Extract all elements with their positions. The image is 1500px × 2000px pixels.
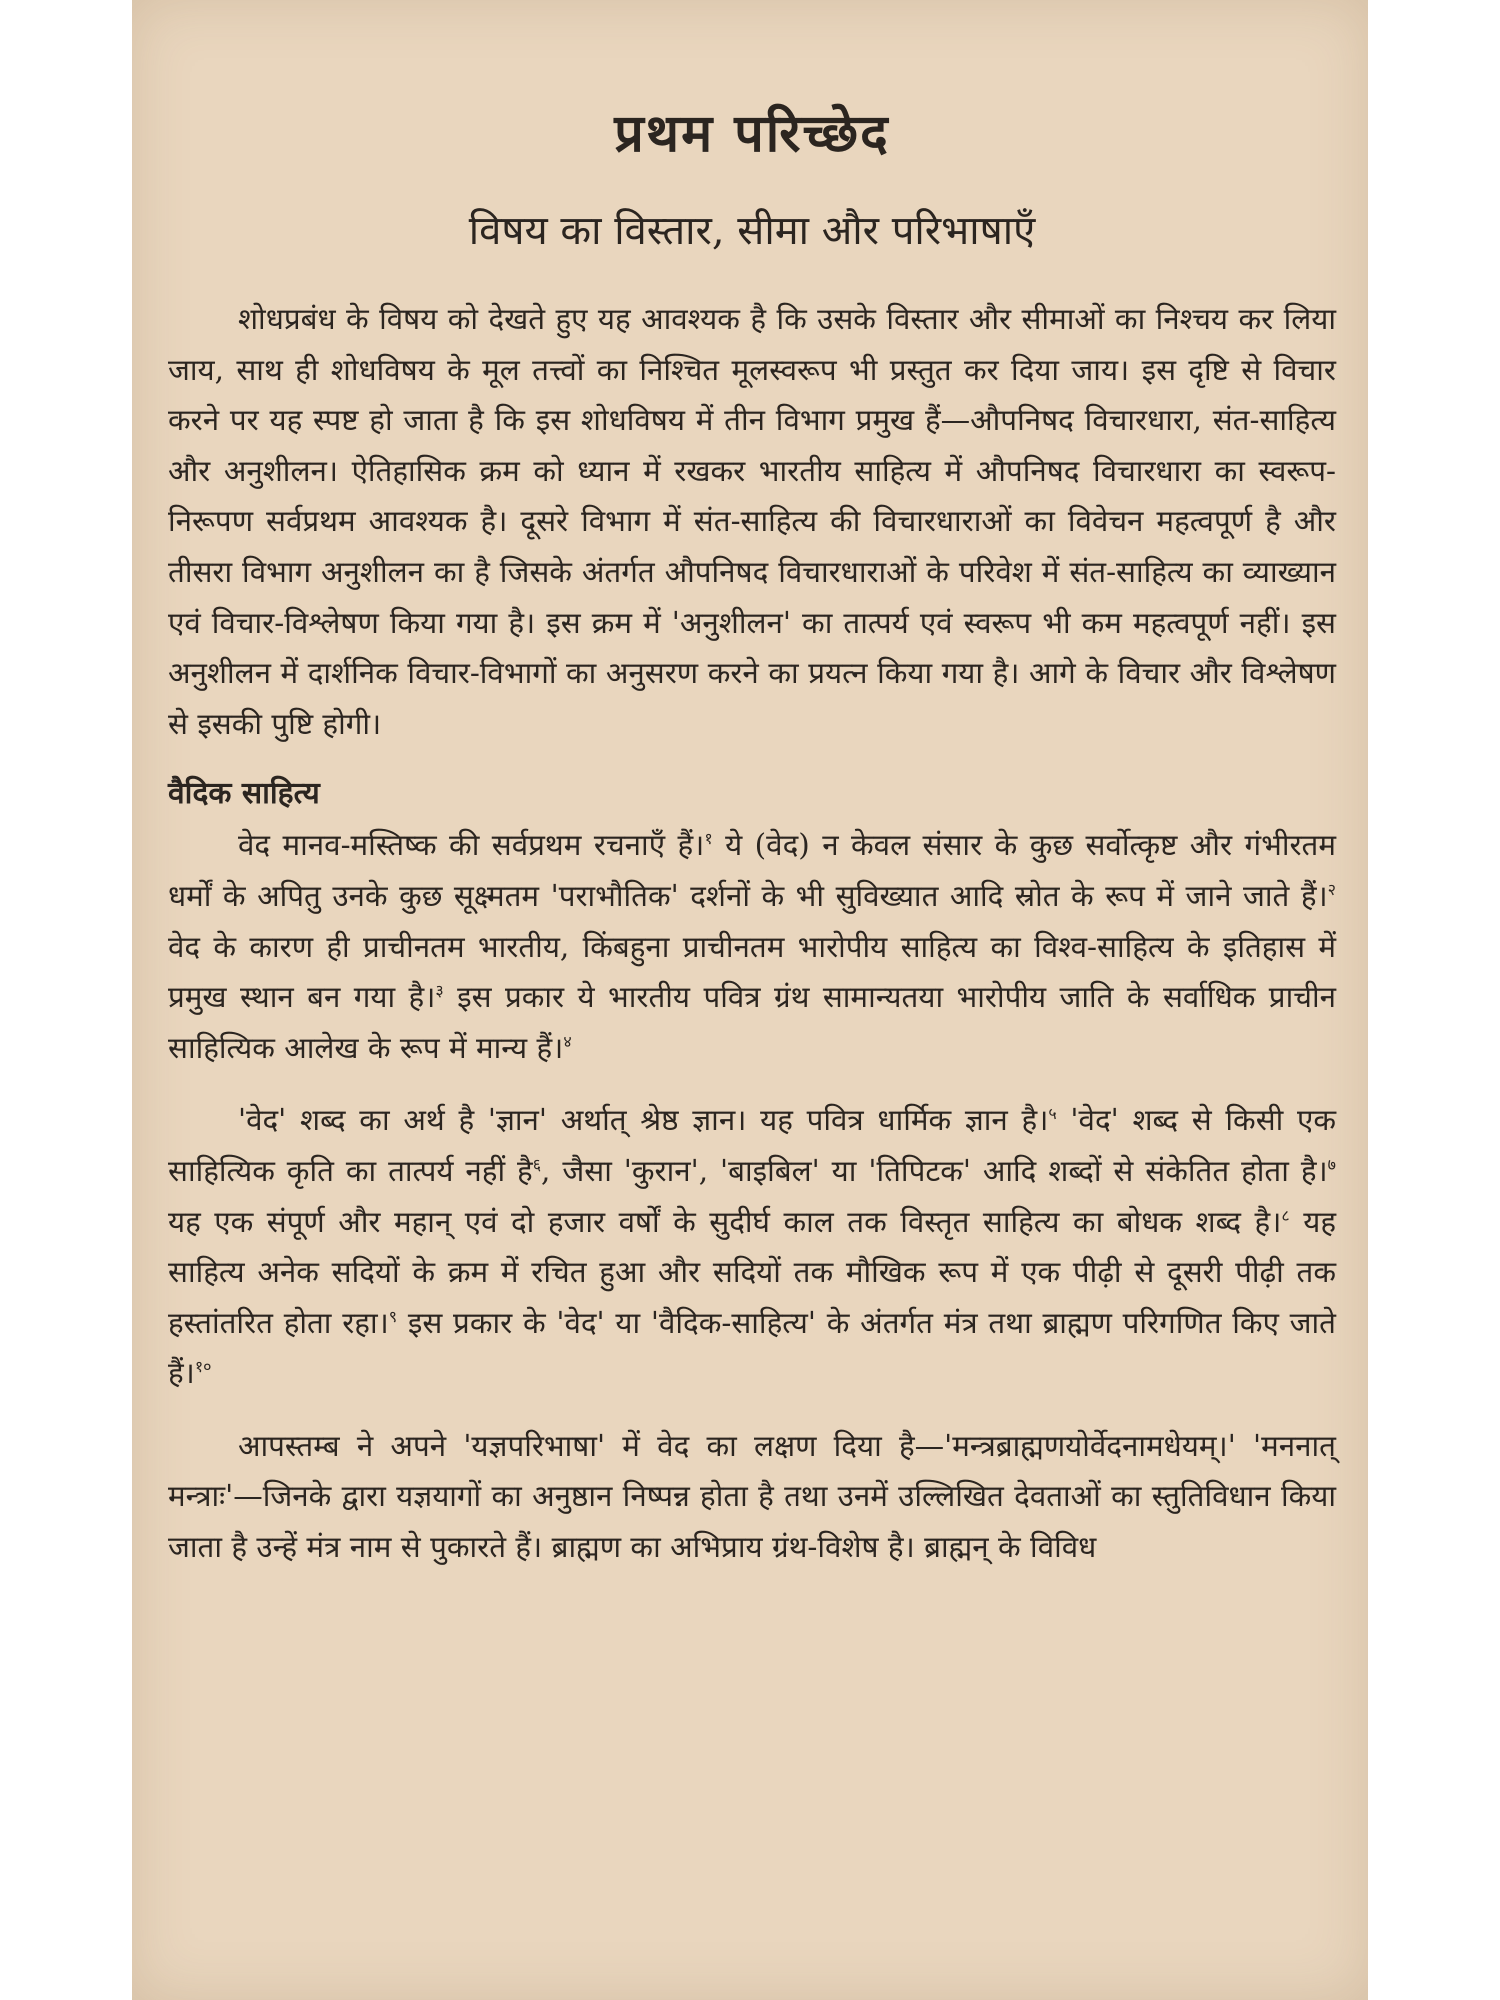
text-span: , जैसा 'कुरान', 'बाइबिल' या 'तिपिटक' आदि शब्दों से संकेतित होता है।	[541, 1153, 1328, 1188]
footnote-marker: २	[1327, 880, 1336, 900]
intro-paragraph: शोधप्रबंध के विषय को देखते हुए यह आवश्यक है कि उसके विस्तार और सीमाओं का निश्चय कर लिया जाय, साथ ही शोधविषय के मूल तत्त्वों का निश्चित मूलस्वरूप भी प्रस्तुत कर दिया जाय। इस दृष्टि से विचार करने पर यह स्पष्ट हो जाता है कि इस शोधविषय में तीन विभाग प्रमुख हैं—औपनिषद विचारधारा, संत-साहित्य और अनुशीलन। ऐतिहासिक क्रम को ध्यान में रखकर भारतीय साहित्य में औपनिषद विचारधारा का स्वरूप-निरूपण सर्वप्रथम आवश्यक है। दूसरे विभाग में संत-साहित्य की विचारधाराओं का विवेचन महत्वपूर्ण है और तीसरा विभाग अनुशीलन का है जिसके अंतर्गत औपनिषद विचारधाराओं के परिवेश में संत-साहित्य का व्याख्यान एवं विचार-विश्लेषण किया गया है। इस क्रम में 'अनुशीलन' का तात्पर्य एवं स्वरूप भी कम महत्वपूर्ण नहीं। इस अनुशीलन में दार्शनिक विचार-विभागों का अनुसरण करने का प्रयत्न किया गया है। आगे के विचार और विश्लेषण से इसकी पुष्टि होगी।	[168, 302, 1336, 741]
chapter-title: प्रथम परिच्छेद	[614, 103, 890, 164]
footnote-marker: ४	[563, 1031, 572, 1051]
text-span: वेद के कारण ही प्राचीनतम भारतीय, किंबहुना प्राचीनतम भारोपीय साहित्य का विश्व-साहित्य के इतिहास में प्रमुख स्थान बन गया है।	[168, 929, 1336, 1015]
vedic-paragraph-3: आपस्तम्ब ने अपने 'यज्ञपरिभाषा' में वेद का लक्षण दिया है—'मन्त्रब्राह्मणयोर्वेदनामधेयम्।' 'मननात् मन्त्राः'—जिनके द्वारा यज्ञयागों का अनुष्ठान निष्पन्न होता है तथा उनमें उल्लिखित देवताओं का स्तुतिविधान किया जाता है उन्हें मंत्र नाम से पुकारते हैं। ब्राह्मण का अभिप्राय ग्रंथ-विशेष है। ब्राह्मन् के विविध	[168, 1428, 1336, 1565]
text-span: इस प्रकार के 'वेद' या 'वैदिक-साहित्य' के अंतर्गत मंत्र तथा ब्राह्मण परिगणित किए जाते हैं।	[168, 1305, 1336, 1391]
book-page	[132, 0, 1368, 2000]
text-span: 'वेद' शब्द का अर्थ है 'ज्ञान' अर्थात् श्रेष्ठ ज्ञान। यह पवित्र धार्मिक ज्ञान है।	[238, 1103, 1049, 1138]
vedic-paragraph-2	[168, 1095, 1336, 1399]
footnote-marker: ७	[1327, 1155, 1336, 1175]
footnote-marker: ६	[532, 1155, 542, 1175]
text-span: 'वेद' शब्द से किसी एक साहित्यिक कृति का तात्पर्य नहीं है	[168, 1103, 1336, 1188]
text-span: यह एक संपूर्ण और महान् एवं दो हजार वर्षों के सुदीर्घ काल तक विस्तृत साहित्य का बोधक शब्द है।	[168, 1204, 1282, 1239]
text-span: ये (वेद) न केवल संसार के कुछ सर्वोत्कृष्ट और गंभीरतम धर्मों के अपितु उनके कुछ सूक्ष्मतम 'पराभौतिक' दर्शनों के भी सुविख्यात आदि स्रोत के रूप में जाने जाते हैं।	[168, 828, 1336, 913]
text-span: वेद मानव-मस्तिष्क की सर्वप्रथम रचनाएँ हैं।	[238, 828, 705, 863]
text-span: इस प्रकार ये भारतीय पवित्र ग्रंथ सामान्यतया भारोपीय जाति के सर्वाधिक प्राचीन साहित्यिक आलेख के रूप में मान्य हैं।	[168, 980, 1336, 1065]
footnote-marker: १०	[194, 1357, 212, 1377]
vedic-paragraph-1	[168, 820, 1336, 1073]
footnote-marker: ५	[1048, 1104, 1057, 1124]
section-heading: वैदिक साहित्य	[168, 776, 320, 812]
footnote-marker: १	[704, 829, 713, 849]
footnote-marker: ३	[435, 981, 444, 1001]
page-content	[168, 96, 1336, 1595]
footnote-marker: ९	[388, 1306, 398, 1326]
footnote-marker: ८	[1281, 1205, 1290, 1225]
text-span: यह साहित्य अनेक सदियों के क्रम में रचित हुआ और सदियों तक मौखिक रूप में एक पीढ़ी से दूसरी पीढ़ी तक हस्तांतरित होता रहा।	[168, 1204, 1337, 1340]
chapter-subtitle: विषय का विस्तार, सीमा और परिभाषाएँ	[468, 208, 1036, 254]
